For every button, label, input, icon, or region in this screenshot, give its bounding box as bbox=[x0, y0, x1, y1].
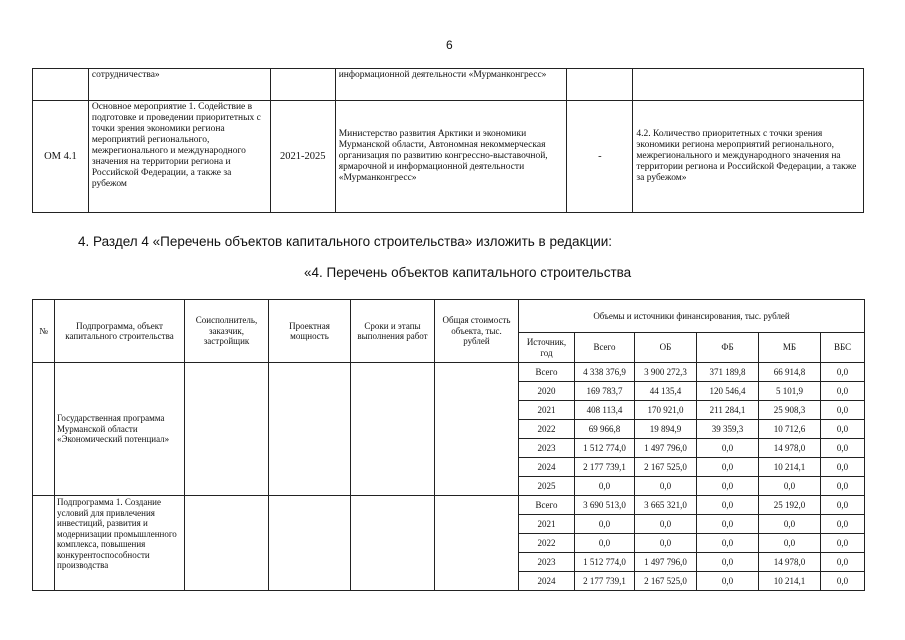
table-row bbox=[33, 101, 864, 213]
activity-indicator: 4.2. Количество приоритетных с точки зрения экономики региона мероприятий регионального, межрегионального и международного значения на территории региона и Российской Федерации, а также за рубежом» bbox=[633, 101, 864, 213]
header-num: № bbox=[33, 300, 55, 363]
value-mb: 10 214,1 bbox=[759, 458, 821, 477]
table-cell bbox=[185, 363, 269, 496]
value-ob: 0,0 bbox=[635, 534, 697, 553]
value-ob: 2 167 525,0 bbox=[635, 458, 697, 477]
value-mb: 0,0 bbox=[759, 477, 821, 496]
table-row bbox=[33, 496, 865, 515]
value-vbs: 0,0 bbox=[821, 496, 865, 515]
value-vbs: 0,0 bbox=[821, 439, 865, 458]
table-cell bbox=[435, 363, 519, 496]
header-total-cost: Общая стоимость объекта, тыс. рублей bbox=[435, 300, 519, 363]
source-year: 2021 bbox=[519, 401, 575, 420]
activity-dash: - bbox=[567, 101, 633, 213]
activity-description: Основное мероприятие 1. Содействие в подготовке и проведении приоритетных с точки зрения экономики региона мероприятий регионального, межрегионального и международного значения на территории региона и Российской Федерации, а также за рубежом bbox=[88, 101, 270, 213]
value-total: 408 113,4 bbox=[575, 401, 635, 420]
value-total: 0,0 bbox=[575, 515, 635, 534]
table-cell bbox=[270, 69, 335, 101]
value-total: 2 177 739,1 bbox=[575, 572, 635, 591]
value-fb: 120 546,4 bbox=[697, 382, 759, 401]
value-mb: 5 101,9 bbox=[759, 382, 821, 401]
value-mb: 10 214,1 bbox=[759, 572, 821, 591]
section-heading: «4. Перечень объектов капитального строительства bbox=[304, 265, 632, 280]
value-fb: 0,0 bbox=[697, 477, 759, 496]
table-cell bbox=[633, 69, 864, 101]
table-cell bbox=[351, 496, 435, 591]
value-ob: 1 497 796,0 bbox=[635, 439, 697, 458]
source-year: 2022 bbox=[519, 534, 575, 553]
value-mb: 25 192,0 bbox=[759, 496, 821, 515]
value-fb: 0,0 bbox=[697, 572, 759, 591]
value-total: 169 783,7 bbox=[575, 382, 635, 401]
value-vbs: 0,0 bbox=[821, 515, 865, 534]
source-year: Всего bbox=[519, 496, 575, 515]
header-terms: Сроки и этапы выполнения работ bbox=[351, 300, 435, 363]
header-mb: МБ bbox=[759, 333, 821, 363]
value-fb: 0,0 bbox=[697, 534, 759, 553]
table-cell bbox=[33, 363, 55, 496]
table-cell bbox=[351, 363, 435, 496]
source-year: Всего bbox=[519, 363, 575, 382]
value-ob: 0,0 bbox=[635, 515, 697, 534]
value-ob: 0,0 bbox=[635, 477, 697, 496]
table-row bbox=[33, 69, 864, 101]
header-capacity: Проектная мощность bbox=[269, 300, 351, 363]
value-total: 4 338 376,9 bbox=[575, 363, 635, 382]
table-row bbox=[33, 363, 865, 382]
program-name: Государственная программа Мурманской области «Экономический потенциал» bbox=[55, 363, 185, 496]
value-vbs: 0,0 bbox=[821, 553, 865, 572]
header-financing: Объемы и источники финансирования, тыс. рублей bbox=[519, 300, 865, 333]
table-cell bbox=[435, 496, 519, 591]
value-total: 3 690 513,0 bbox=[575, 496, 635, 515]
header-row bbox=[33, 300, 865, 333]
value-fb: 0,0 bbox=[697, 496, 759, 515]
value-ob: 2 167 525,0 bbox=[635, 572, 697, 591]
value-total: 0,0 bbox=[575, 534, 635, 553]
header-program: Подпрограмма, объект капитального строительства bbox=[55, 300, 185, 363]
source-year: 2025 bbox=[519, 477, 575, 496]
value-fb: 0,0 bbox=[697, 515, 759, 534]
activity-code: ОМ 4.1 bbox=[33, 101, 89, 213]
value-vbs: 0,0 bbox=[821, 382, 865, 401]
value-total: 2 177 739,1 bbox=[575, 458, 635, 477]
value-fb: 371 189,8 bbox=[697, 363, 759, 382]
table-cell bbox=[33, 69, 89, 101]
value-mb: 14 978,0 bbox=[759, 553, 821, 572]
value-mb: 25 908,3 bbox=[759, 401, 821, 420]
table-cell: сотрудничества» bbox=[88, 69, 270, 101]
header-total: Всего bbox=[575, 333, 635, 363]
source-year: 2023 bbox=[519, 439, 575, 458]
value-ob: 3 665 321,0 bbox=[635, 496, 697, 515]
value-fb: 0,0 bbox=[697, 458, 759, 477]
table-cell bbox=[185, 496, 269, 591]
value-vbs: 0,0 bbox=[821, 458, 865, 477]
value-total: 69 966,8 bbox=[575, 420, 635, 439]
header-ob: ОБ bbox=[635, 333, 697, 363]
value-ob: 3 900 272,3 bbox=[635, 363, 697, 382]
header-coexecutor: Соисполнитель, заказчик, застройщик bbox=[185, 300, 269, 363]
value-fb: 211 284,1 bbox=[697, 401, 759, 420]
value-mb: 0,0 bbox=[759, 515, 821, 534]
table-cell bbox=[269, 496, 351, 591]
table-cell bbox=[33, 496, 55, 591]
value-fb: 0,0 bbox=[697, 553, 759, 572]
source-year: 2023 bbox=[519, 553, 575, 572]
value-vbs: 0,0 bbox=[821, 477, 865, 496]
value-vbs: 0,0 bbox=[821, 420, 865, 439]
value-fb: 0,0 bbox=[697, 439, 759, 458]
value-total: 1 512 774,0 bbox=[575, 439, 635, 458]
value-ob: 170 921,0 bbox=[635, 401, 697, 420]
table-cell: информационной деятельности «Мурманконгресс» bbox=[335, 69, 567, 101]
value-ob: 44 135,4 bbox=[635, 382, 697, 401]
source-year: 2024 bbox=[519, 572, 575, 591]
value-ob: 1 497 796,0 bbox=[635, 553, 697, 572]
source-year: 2022 bbox=[519, 420, 575, 439]
paragraph-text: 4. Раздел 4 «Перечень объектов капитального строительства» изложить в редакции: bbox=[78, 234, 613, 249]
source-year: 2021 bbox=[519, 515, 575, 534]
activity-period: 2021-2025 bbox=[270, 101, 335, 213]
source-year: 2020 bbox=[519, 382, 575, 401]
value-total: 1 512 774,0 bbox=[575, 553, 635, 572]
value-ob: 19 894,9 bbox=[635, 420, 697, 439]
value-vbs: 0,0 bbox=[821, 401, 865, 420]
page-number: 6 bbox=[446, 38, 453, 52]
value-mb: 0,0 bbox=[759, 534, 821, 553]
value-total: 0,0 bbox=[575, 477, 635, 496]
value-mb: 66 914,8 bbox=[759, 363, 821, 382]
table-cell bbox=[567, 69, 633, 101]
header-source-year: Источник, год bbox=[519, 333, 575, 363]
source-year: 2024 bbox=[519, 458, 575, 477]
header-vbs: ВБС bbox=[821, 333, 865, 363]
header-fb: ФБ bbox=[697, 333, 759, 363]
value-mb: 10 712,6 bbox=[759, 420, 821, 439]
value-vbs: 0,0 bbox=[821, 363, 865, 382]
value-mb: 14 978,0 bbox=[759, 439, 821, 458]
capital-construction-table bbox=[32, 299, 865, 591]
value-vbs: 0,0 bbox=[821, 572, 865, 591]
subprogram-name: Подпрограмма 1. Создание условий для привлечения инвестиций, развития и модернизации промышленного комплекса, повышения конкурентоспособности производства bbox=[55, 496, 185, 591]
value-vbs: 0,0 bbox=[821, 534, 865, 553]
activities-table bbox=[32, 68, 864, 213]
value-fb: 39 359,3 bbox=[697, 420, 759, 439]
activity-executor: Министерство развития Арктики и экономики Мурманской области, Автономная некоммерческая организация по развитию конгрессно-выставочной, ярмарочной и информационной деятельности «Мурманконгресс» bbox=[335, 101, 567, 213]
table-cell bbox=[269, 363, 351, 496]
